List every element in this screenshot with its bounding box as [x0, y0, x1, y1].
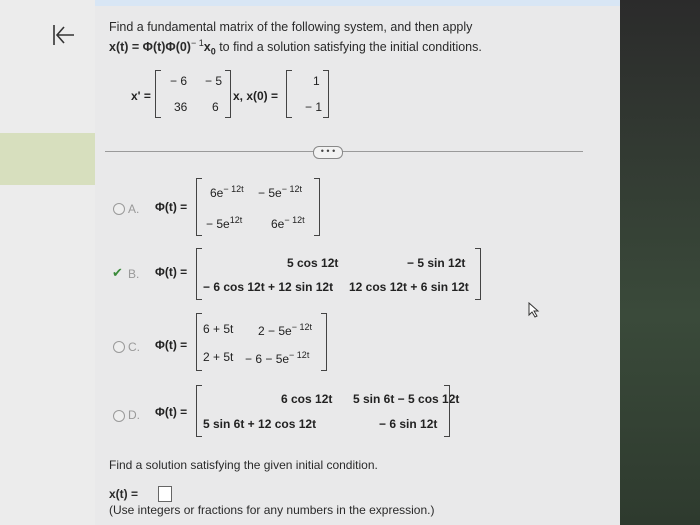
question-line-1: Find a fundamental matrix of the following system, and then apply [109, 20, 473, 34]
system-mid: x, x(0) = [233, 89, 279, 103]
exponent: 12t [229, 215, 243, 225]
matrix-bracket-left [155, 70, 161, 118]
option-c-radio[interactable] [113, 341, 125, 353]
x0-cell: 1 [313, 74, 320, 88]
option-b-cell: − 6 cos 12t + 12 sin 12t [203, 280, 334, 294]
mouse-cursor-icon [527, 302, 541, 323]
term: − 5e [258, 186, 282, 200]
checkmark-icon: ✔ [112, 265, 123, 280]
answer-hint: (Use integers or fractions for any numbers in the expression.) [109, 503, 435, 517]
exponent: − 12t [284, 215, 305, 225]
term: 6e [210, 186, 224, 200]
option-a-cell [210, 184, 244, 200]
left-panel [0, 0, 95, 525]
x0-bracket-left [286, 70, 292, 118]
exponent: − 12t [281, 184, 302, 194]
option-a-cell [258, 184, 302, 200]
answer-label: x(t) = [109, 487, 139, 501]
option-b-cell: 5 cos 12t [287, 256, 339, 270]
option-c-cell [258, 322, 312, 338]
question-content [95, 0, 590, 525]
option-a-letter: A. [128, 202, 140, 216]
matrix-cell: 36 [174, 100, 188, 114]
exponent: − 12t [289, 350, 310, 360]
more-button[interactable]: • • • [313, 146, 343, 159]
option-c-cell: 6 + 5t [203, 322, 234, 336]
option-b-cell: − 5 sin 12t [407, 256, 466, 270]
matrix-bracket-right [225, 70, 231, 118]
term: − 5e [206, 217, 230, 231]
question-line-2 [109, 36, 482, 60]
option-a-cell [206, 215, 242, 231]
x0-bracket-right [323, 70, 329, 118]
x0-cell: − 1 [305, 100, 323, 114]
divider [105, 151, 583, 152]
term: 6e [271, 217, 285, 231]
option-b-bracket-right [475, 248, 481, 300]
term: 2 − 5e [258, 324, 292, 338]
formula-part: x(t) = Φ(t)Φ(0) [109, 40, 191, 55]
option-d-cell: 5 sin 6t − 5 cos 12t [353, 392, 460, 406]
formula-subscript: 0 [210, 46, 216, 57]
option-b-phi: Φ(t) = [155, 265, 188, 279]
option-c-phi: Φ(t) = [155, 338, 188, 352]
exponent: − 12t [291, 322, 312, 332]
option-b-bracket-left [196, 248, 202, 300]
background-edge [620, 0, 700, 525]
option-d-letter: D. [128, 408, 140, 422]
option-b-letter: B. [128, 267, 140, 281]
system-lhs: x' = [131, 89, 151, 103]
exponent: − 12t [223, 184, 244, 194]
formula-tail: to find a solution satisfying the initial conditions. [215, 40, 482, 55]
option-a-cell [271, 215, 305, 231]
option-d-radio[interactable] [113, 410, 125, 422]
part2-prompt: Find a solution satisfying the given initial condition. [109, 458, 378, 472]
option-b-cell: 12 cos 12t + 6 sin 12t [349, 280, 469, 294]
option-d-phi: Φ(t) = [155, 405, 188, 419]
option-a-phi: Φ(t) = [155, 200, 188, 214]
answer-input[interactable] [158, 486, 172, 502]
option-c-bracket-left [196, 313, 202, 371]
option-d-cell: − 6 sin 12t [379, 417, 438, 431]
formula-superscript: − 1 [190, 38, 204, 48]
option-a-bracket-right [314, 178, 320, 236]
option-d-cell: 6 cos 12t [281, 392, 333, 406]
option-d-bracket-left [196, 385, 202, 437]
matrix-cell: − 5 [205, 74, 223, 88]
option-a-bracket-left [196, 178, 202, 236]
left-accent-block [0, 133, 95, 185]
formula-x0: x [203, 40, 211, 55]
term: − 6 − 5e [245, 352, 290, 366]
option-a-radio[interactable] [113, 203, 125, 215]
option-d-bracket-right [444, 385, 450, 437]
option-d-cell: 5 sin 6t + 12 cos 12t [203, 417, 317, 431]
option-c-cell [245, 350, 309, 366]
back-arrow-icon[interactable] [50, 22, 76, 48]
option-c-bracket-right [321, 313, 327, 371]
matrix-cell: 6 [212, 100, 219, 114]
option-c-letter: C. [128, 340, 140, 354]
matrix-cell: − 6 [170, 74, 188, 88]
option-c-cell: 2 + 5t [203, 350, 234, 364]
